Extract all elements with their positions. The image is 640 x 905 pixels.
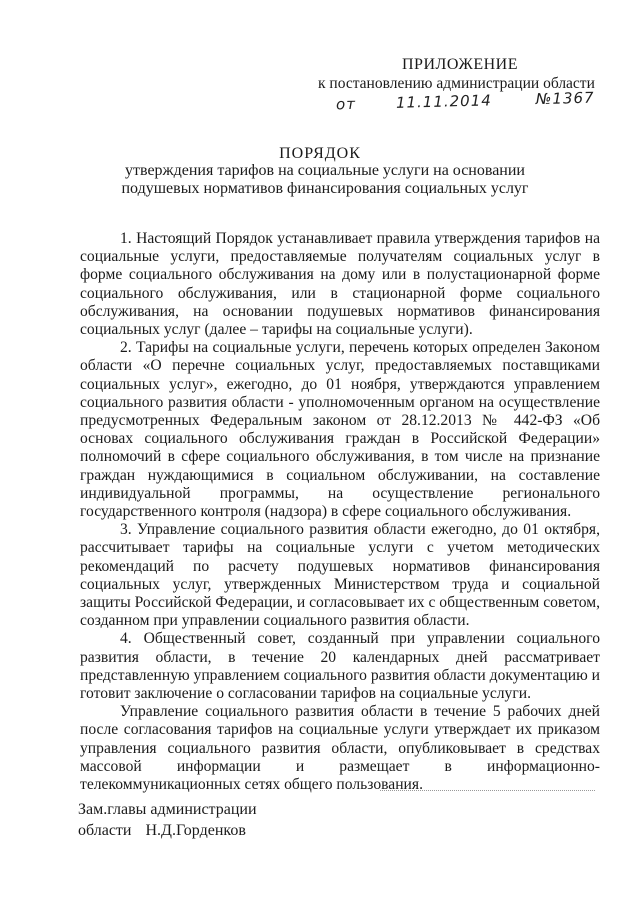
appendix-reference: к постановлению администрации области bbox=[318, 75, 595, 92]
signatory-position: Зам.главы администрации bbox=[78, 801, 257, 818]
signatory-name: Н.Д.Горденков bbox=[145, 822, 246, 839]
divider-line bbox=[380, 790, 595, 791]
paragraph-5: Управление социального развития области в течение 5 рабочих дней после согласования тарифов на социальные услуги утверждает их приказом управления социального развития области, опубликовывает в средствах массовой информации и размещает в информационно-телекоммуникационных сетях общего пользования. bbox=[80, 703, 600, 794]
paragraph-1: 1. Настоящий Порядок устанавливает правила утверждения тарифов на социальные услуги, предоставляемые получателям социальных услуг в форме социального обслуживания на дому или в полустационарной форме социального обслуживания, или в стационарной форме социального обслуживания, на основании подушевых нормативов финансирования социальных услуг (далее – тарифы на социальные услуги). bbox=[80, 230, 600, 339]
handwritten-number-prefix: № bbox=[535, 89, 553, 109]
handwritten-number: 1367 bbox=[552, 88, 595, 108]
document-body bbox=[80, 230, 600, 794]
paragraph-3: 3. Управление социального развития области ежегодно, до 01 октября, рассчитывает тарифы на социальные услуги с учетом методических рекомендаций по расчету подушевых нормативов финансирования социальных услуг, утвержденных Министерством труда и социальной защиты Российской Федерации, и согласовывает их с общественным советом, созданном при управлении социального развития области. bbox=[80, 521, 600, 630]
paragraph-4: 4. Общественный совет, созданный при управлении социального развития области, в течение 20 календарных дней рассматривает представленную управлением социального развития области документацию и готовит заключение о согласовании тарифов на социальные услуги. bbox=[80, 630, 600, 703]
handwritten-date: 11.11.2014 bbox=[395, 91, 493, 112]
signature-block bbox=[78, 799, 257, 841]
handwritten-prefix: от bbox=[335, 94, 357, 114]
appendix-title: ПРИЛОЖЕНИЕ bbox=[402, 56, 519, 73]
paragraph-2: 2. Тарифы на социальные услуги, перечень которых определен Законом области «О перечне социальных услуг, предоставляемых поставщиками социальных услуг», ежегодно, до 01 ноября, утверждаются управлением социального развития области - уполномоченным органом на осуществление предусмотренных Федеральным законом от 28.12.2013 № 442-ФЗ «Об основах социального обслуживания граждан в Российской Федерации» полномочий в сфере социального обслуживания, в том числе на признание граждан нуждающимися в социальном обслуживании, на составление индивидуальной программы, на осуществление регионального государственного контроля (надзора) в сфере социального обслуживания. bbox=[80, 339, 600, 521]
document-title: ПОРЯДОК bbox=[279, 145, 361, 162]
signatory-position-line2: области bbox=[78, 822, 132, 839]
document-subtitle: утверждения тарифов на социальные услуги на основании подушевых нормативов финансирования социальных услуг bbox=[121, 162, 529, 197]
